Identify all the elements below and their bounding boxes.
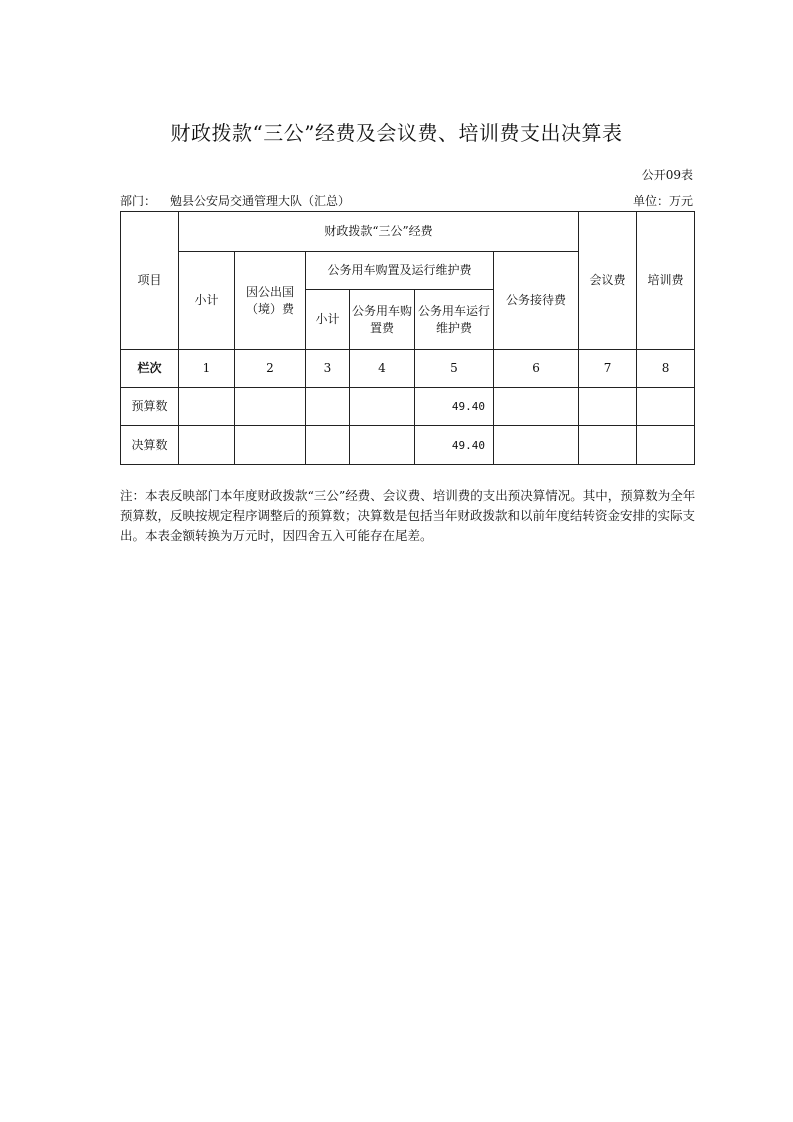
department-label: 部门： xyxy=(120,194,157,208)
index-cell: 4 xyxy=(350,350,415,388)
budget-cell xyxy=(235,388,306,426)
footnote: 注：本表反映部门本年度财政拨款“三公”经费、会议费、培训费的支出预决算情况。其中，预算数为全年预算数，反映按规定程序调整后的预算数；决算数是包括当年财政拨款和以前年度结转资金安排的实际支出。本表金额转换为万元时，因四舍五入可能存在尾差。 xyxy=(120,488,696,543)
header-three-public: 财政拨款“三公”经费 xyxy=(179,212,579,252)
actual-cell xyxy=(306,426,350,465)
index-cell: 6 xyxy=(494,350,579,388)
actual-cell xyxy=(235,426,306,465)
row-label-actual: 决算数 xyxy=(121,426,179,465)
budget-cell xyxy=(494,388,579,426)
header-item: 项目 xyxy=(121,212,179,350)
actual-cell xyxy=(179,426,235,465)
row-label-budget: 预算数 xyxy=(121,388,179,426)
index-cell: 3 xyxy=(306,350,350,388)
budget-cell: 49.40 xyxy=(415,388,494,426)
header-vehicle-purchase: 公务用车购置费 xyxy=(350,290,415,350)
actual-cell xyxy=(350,426,415,465)
department-line xyxy=(120,192,350,209)
header-vehicle-group: 公务用车购置及运行维护费 xyxy=(306,252,494,290)
actual-cell: 49.40 xyxy=(415,426,494,465)
index-cell: 8 xyxy=(637,350,695,388)
budget-cell xyxy=(579,388,637,426)
form-code: 公开09表 xyxy=(641,168,693,182)
unit-label: 单位：万元 xyxy=(632,194,693,208)
header-vehicle-operation: 公务用车运行维护费 xyxy=(415,290,494,350)
header-meeting: 会议费 xyxy=(579,212,637,350)
index-cell: 7 xyxy=(579,350,637,388)
actual-cell xyxy=(579,426,637,465)
header-abroad: 因公出国（境）费 xyxy=(235,252,306,350)
index-row-label: 栏次 xyxy=(121,350,179,388)
department-name: 勉县公安局交通管理大队（汇总） xyxy=(170,194,351,208)
expenditure-table xyxy=(120,211,695,465)
actual-cell xyxy=(637,426,695,465)
budget-cell xyxy=(637,388,695,426)
index-cell: 1 xyxy=(179,350,235,388)
budget-cell xyxy=(350,388,415,426)
header-training: 培训费 xyxy=(637,212,695,350)
budget-cell xyxy=(306,388,350,426)
header-subtotal: 小计 xyxy=(179,252,235,350)
index-cell: 2 xyxy=(235,350,306,388)
index-cell: 5 xyxy=(415,350,494,388)
header-vehicle-subtotal: 小计 xyxy=(306,290,350,350)
actual-cell xyxy=(494,426,579,465)
header-reception: 公务接待费 xyxy=(494,252,579,350)
page-title: 财政拨款“三公”经费及会议费、培训费支出决算表 xyxy=(170,121,623,145)
budget-cell xyxy=(179,388,235,426)
